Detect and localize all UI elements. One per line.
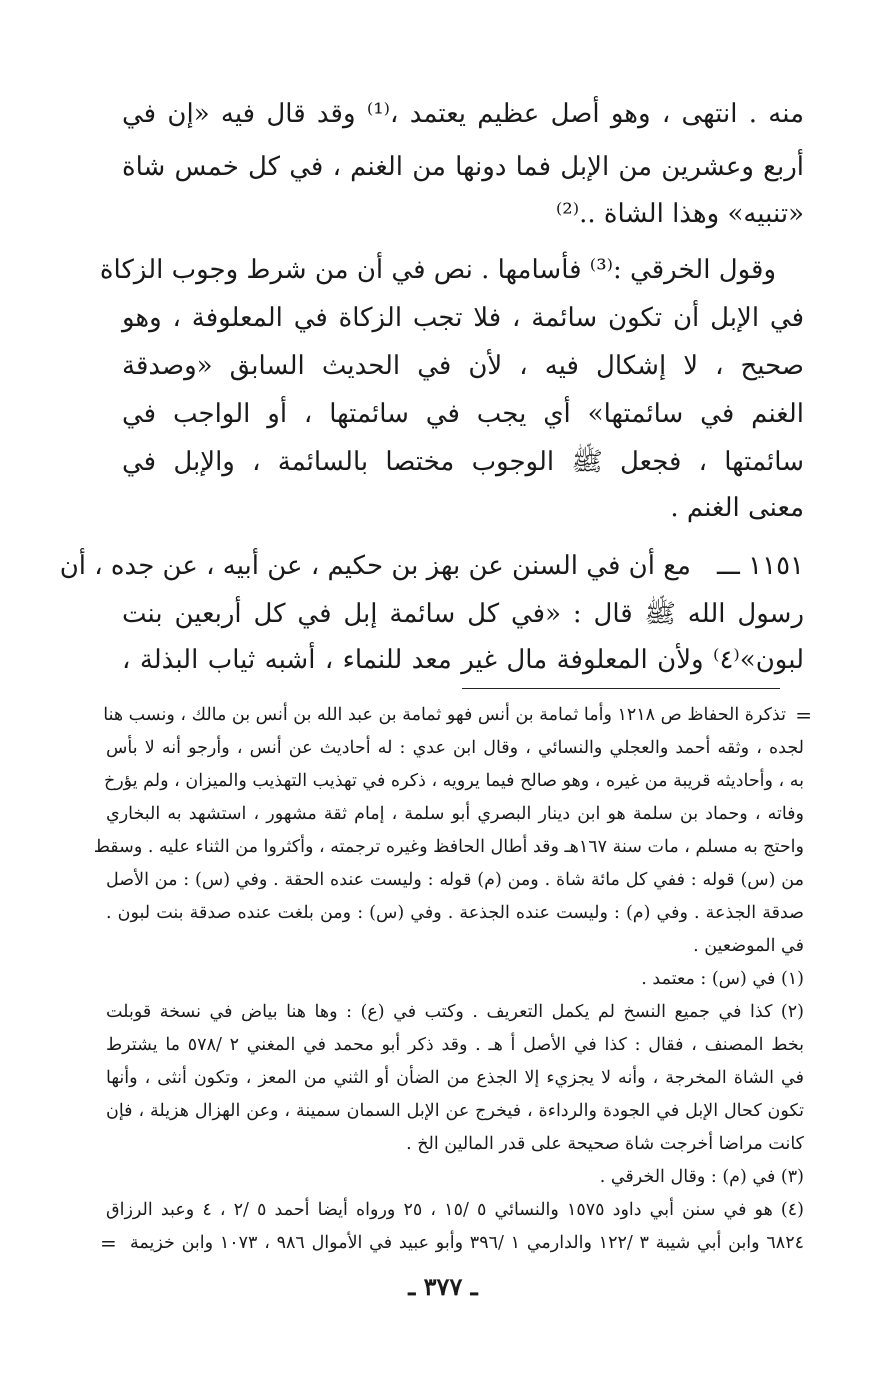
footnote-line: واحتج به مسلم ، مات سنة ١٦٧هـ وقد أطال الحافظ وغيره ترجمته ، وأكثروا من الثناء عليه . وسقط	[93, 837, 804, 857]
main-text-line: في الإبل أن تكون سائمة ، فلا تجب الزكاة في المعلوفة ، وهو	[122, 303, 804, 333]
footnote-line: من (س) قوله : ففي كل مائة شاة . ومن (م) قوله : وليست عنده الحقة . وفي (س) : من الأصل	[106, 870, 804, 890]
main-text-line: «تنبيه» وهذا الشاة ..⁽²⁾	[555, 199, 804, 229]
section-text-line: رسول الله ﷺ قال : «في كل سائمة إبل في كل أربعين بنت	[122, 599, 804, 629]
footnote-line: به ، وأحاديثه قريبة من غيره ، وهو صالح فيما يرويه ، ذكره في تهذيب التهذيب والميزان ، ولم يؤرخ	[103, 771, 804, 791]
footnote-line: في الشاة المخرجة ، وأنه لا يجزيء إلا الجذع من الضأن أو الثني من المعز ، وتكون أنثى ، وأنها	[106, 1068, 804, 1088]
main-text-line: وقول الخرقي :⁽³⁾ فأسامها . نص في أن من شرط وجوب الزكاة	[99, 255, 776, 285]
footnote-line: صدقة الجذعة . وفي (م) : وليست عنده الجذعة . وفي (س) : ومن بلغت عنده صدقة بنت لبون .	[106, 903, 804, 923]
continuation-mark: =	[795, 703, 812, 727]
section-number: ١١٥١ ـــ	[717, 551, 804, 581]
main-text-line: منه . انتهى ، وهو أصل عظيم يعتمد ،⁽¹⁾ وقد قال فيه «إن في	[122, 99, 804, 129]
main-text-line: معنى الغنم .	[670, 493, 804, 523]
section-text-line: مع أن في السنن عن بهز بن حكيم ، عن أبيه ، عن جده ، أن	[59, 551, 691, 581]
continuation-mark: =	[100, 1231, 117, 1255]
main-text-line: أربع وعشرين من الإبل فما دونها من الغنم ، في كل خمس شاة	[122, 152, 804, 182]
footnote-1: (١) في (س) : معتمد .	[641, 969, 804, 989]
footnote-line: تذكرة الحفاظ ص ١٢١٨ وأما ثمامة بن أنس فهو ثمامة بن عبد الله بن أنس بن مالك ، ونسب هنا	[103, 705, 786, 725]
main-text-line: الغنم في سائمتها» أي يجب في سائمتها ، أو الواجب في	[122, 399, 804, 429]
footnote-2: (٢) كذا في جميع النسخ لم يكمل التعريف . وكتب في (ع) : وها هنا بياض في نسخة قوبلت	[106, 1002, 804, 1022]
page-number: ـ ٣٧٧ ـ	[408, 1272, 478, 1301]
footnote-line: لجده ، وثقه أحمد والعجلي والنسائي ، وقال ابن عدي : له أحاديث عن أنس ، وأرجو أنه لا بأس	[106, 738, 804, 758]
main-text-line: صحيح ، لا إشكال فيه ، لأن في الحديث السابق «وصدقة	[122, 351, 804, 381]
footnote-3: (٣) في (م) : وقال الخرقي .	[599, 1167, 804, 1187]
footnote-4: (٤) هو في سنن أبي داود ١٥٧٥ والنسائي ٥ /١٥ ، ٢٥ ورواه أيضا أحمد ٥ /٢ ، ٤ وعبد الرزاق	[106, 1200, 804, 1220]
footnote-line: تكون كحال الإبل في الجودة والرداءة ، فيخرج عن الإبل السمان سمينة ، وعن الهزال هزيلة ، فإن	[106, 1101, 804, 1121]
footnote-separator	[462, 688, 780, 689]
footnote-line: ٦٨٢٤ وابن أبي شيبة ٣ /١٢٢ والدارمي ١ /٣٩٦ وأبو عبيد في الأموال ٩٨٦ ، ١٠٧٣ وابن خزيمة	[130, 1233, 804, 1253]
footnote-line: في الموضعين .	[693, 936, 804, 956]
footnote-line: بخط المصنف ، فقال : كذا في الأصل أ هـ . وقد ذكر أبو محمد في المغني ٢ /٥٧٨ ما يشترط	[106, 1035, 804, 1055]
section-text-line: لبون»⁽٤⁾ ولأن المعلوفة مال غير معد للنماء ، أشبه ثياب البذلة ،	[122, 645, 804, 675]
footnote-line: وفاته ، وحماد بن سلمة هو ابن دينار البصري أبو سلمة ، إمام ثقة مشهور ، استشهد به البخاري	[106, 804, 804, 824]
footnote-line: كانت مراضا أخرجت شاة صحيحة على قدر المالين الخ .	[406, 1134, 804, 1154]
main-text-line: سائمتها ، فجعل ﷺ الوجوب مختصا بالسائمة ، والإبل في	[122, 447, 804, 477]
